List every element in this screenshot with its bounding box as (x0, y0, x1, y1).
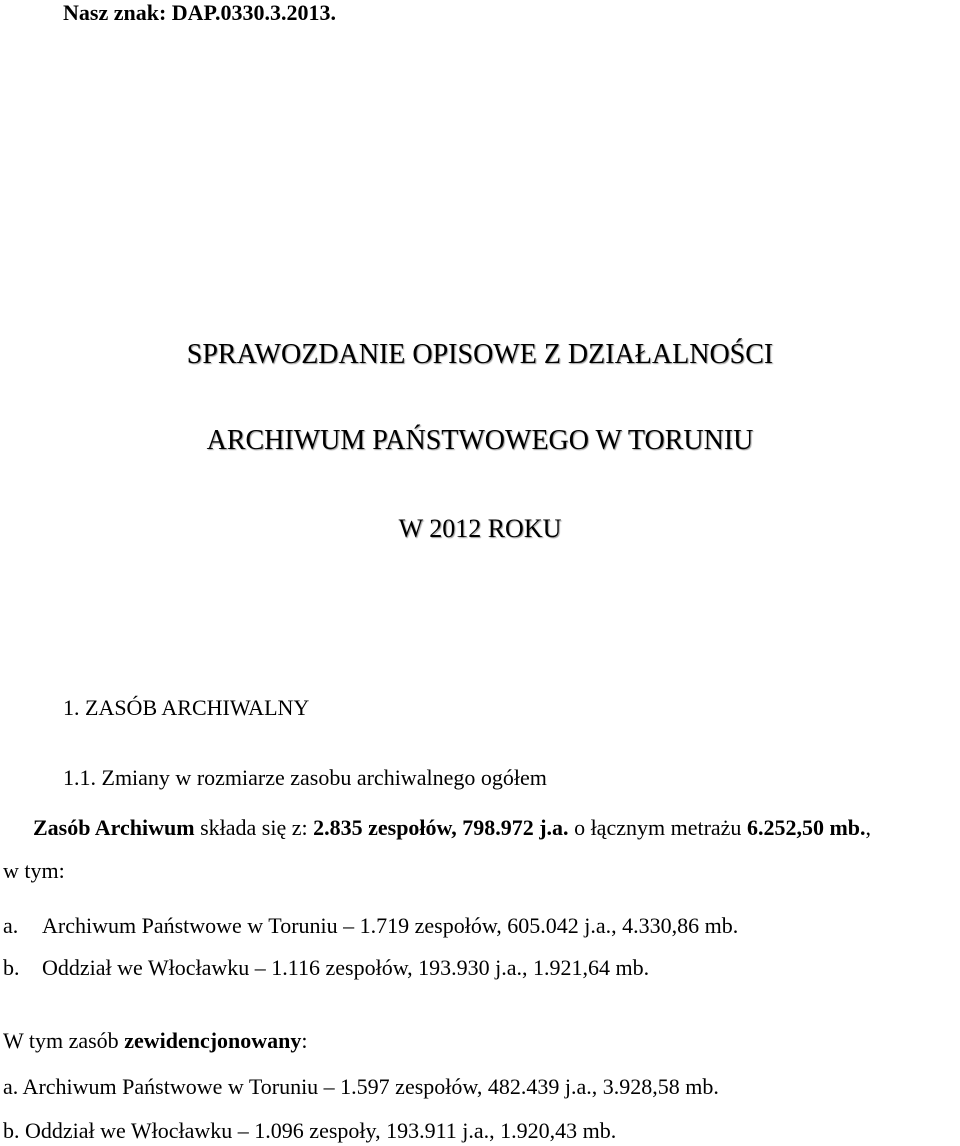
registered-item: a. Archiwum Państwowe w Toruniu – 1.597 zespołów, 482.439 j.a., 3.928,58 mb. (3, 1074, 719, 1099)
summary-text-1: składa się z: (200, 815, 308, 840)
list-item (3, 955, 649, 981)
list-item-text: Oddział we Włocławku – 1.116 zespołów, 193.930 j.a., 1.921,64 mb. (42, 955, 650, 980)
summary-continuation: w tym: (3, 858, 65, 883)
list-item-text: Archiwum Państwowe w Toruniu – 1.719 zespołów, 605.042 j.a., 4.330,86 mb. (42, 913, 739, 938)
summary-fonds: 2.835 zespołów, 798.972 j.a. (313, 815, 569, 840)
registered-suffix: : (301, 1028, 308, 1053)
summary-text-2: o łącznym metrażu (574, 815, 742, 840)
registered-heading (3, 1028, 308, 1054)
report-title-line-3: W 2012 ROKU (398, 514, 562, 543)
summary-tail: , (865, 815, 871, 840)
summary-meters: 6.252,50 mb. (746, 815, 866, 840)
reference-number: Nasz znak: DAP.0330.3.2013. (63, 0, 336, 25)
section-heading: 1. ZASÓB ARCHIWALNY (63, 695, 310, 720)
registered-emphasis: zewidencjonowany (124, 1028, 302, 1053)
report-title-line-2: ARCHIWUM PAŃSTWOWEGO W TORUNIU (206, 425, 754, 456)
registered-item: b. Oddział we Włocławku – 1.096 zespoły, 193.911 j.a., 1.920,43 mb. (3, 1118, 617, 1143)
list-marker: a. (3, 913, 19, 938)
subsection-heading: 1.1. Zmiany w rozmiarze zasobu archiwalnego ogółem (63, 765, 547, 790)
list-marker: b. (3, 955, 20, 980)
list-item (3, 913, 738, 939)
registered-prefix: W tym zasób (3, 1028, 119, 1053)
summary-label: Zasób Archiwum (33, 815, 195, 840)
summary-paragraph (33, 815, 871, 841)
report-title-line-1: SPRAWOZDANIE OPISOWE Z DZIAŁALNOŚCI (186, 339, 774, 370)
